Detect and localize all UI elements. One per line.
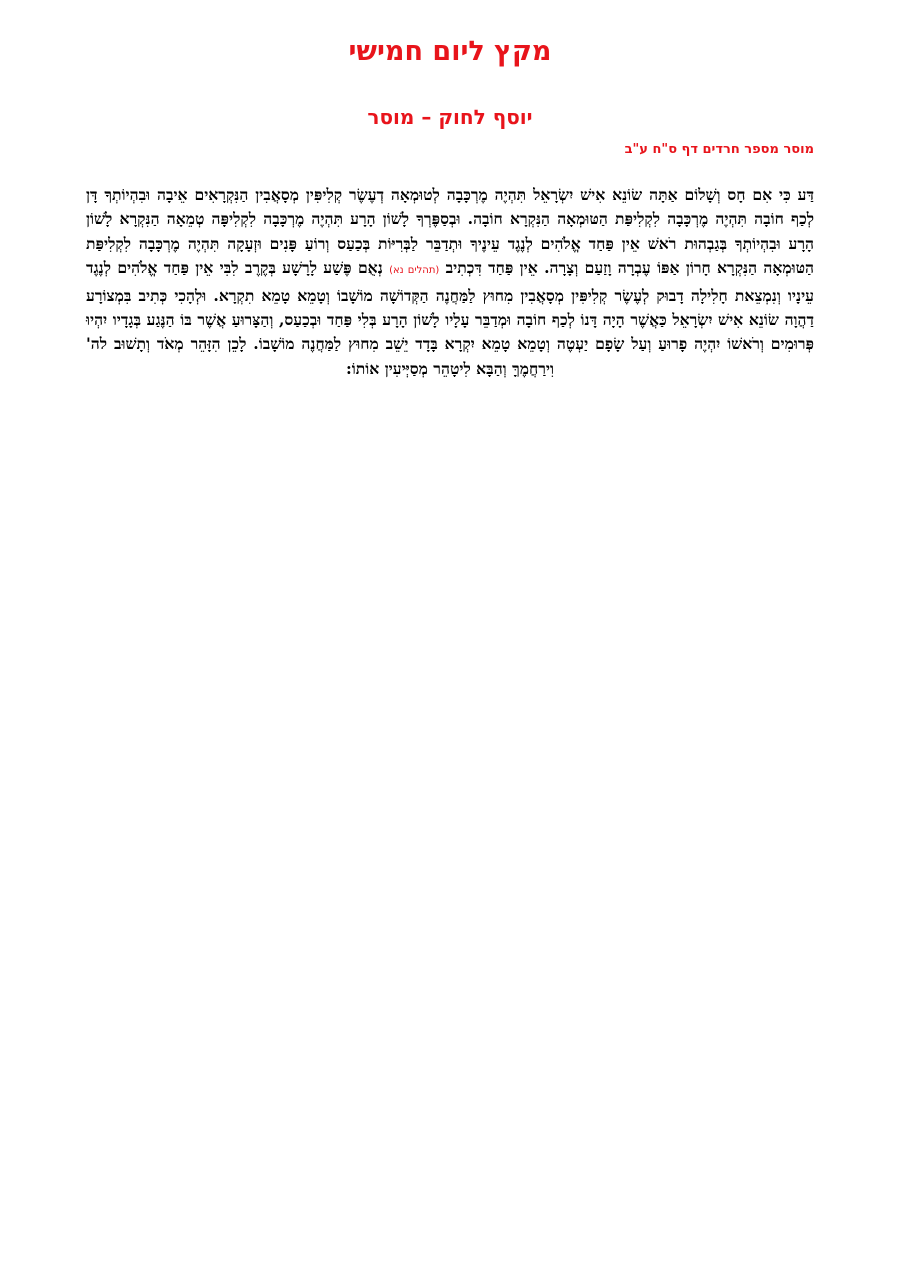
page-subtitle: יוסף לחוק – מוסר xyxy=(367,105,533,129)
paragraph-text-part-1: דַּע כִּי אִם חָס וְשָׁלוֹם אַתָּה שׂוֹנֵא אִישׁ יִשְׂרָאֵל תִּהְיֶה מֶרְכָּבָה לְטוּמְאָה דְעֶשֶׂר קְלִיפִּין מְסָאֲבִין הַנִּקְרָאִים אֵיבָה וּבִהְיוֹתְךָ דָּן לְכַף חוֹבָה תִּהְיֶה מֶרְכָּבָה לִקְלִיפַּת הַטּוּמְאָה הַנִּקְרָא חוֹבָה. וּבְסַפֶּרְךָ לָשׁוֹן הָרָע תִּהְיֶה מֶרְכָּבָה לִקְלִיפָּה טְמֵאָה הַנִּקְרָא לָשׁוֹן הָרָע וּבִהְיוֹתְךָ בְּגַבְהוּת רֹאשׁ אֵין פַּחַד אֱלֹהִים לְנֶגֶד עֵינֶיךָ וּתְדַבֵּר לַבְּרִיּוֹת בְּכַעַס וְרוֹעַ פָּנִים וּזְעָקָה תִּהְיֶה מֶרְכָּבָה לִקְלִיפַּת הַטּוּמְאָה הַנִּקְרָא חָרוֹן אַפּוֹ עֶבְרָה וָזַעַם וְצָרָה. אֵין פַּחַד דִּכְתִיב xyxy=(86,185,814,278)
source-reference: מוסר מספר חרדים דף ס"ח ע"ב xyxy=(624,142,814,157)
paragraph-text-part-2: נְאֻם פֶּשַׁע לָרָשָׁע בְּקֶרֶב לִבִּי אֵין פַּחַד אֱלֹהִים לְנֶגֶד עֵינָיו וְנִמְצֵאת חָלִילָה דָבוּק לְעֶשֶׂר קְלִיפִּין מְסָאֲבִין מִחוּץ לַמַּחֲנֶה הַקְּדוֹשָׁה מוֹשָׁבוֹ וְטָמֵא טָמֵא תִקְרָא. וּלְהָכִי כְּתִיב בִּמְצוֹרָע דַהֲוָה שׂוֹנֵא אִישׁ יִשְׂרָאֵל כַּאֲשֶׁר הָיָה דָּנוֹ לְכַף חוֹבָה וּמְדַבֵּר עָלָיו לָשׁוֹן הָרָע בְּלִי פַּחַד וּבְכַעַס, וְהַצָּרוּעַ אֲשֶׁר בּוֹ הַנֶּגַע בְּגָדָיו יִהְיוּ פְּרוּמִים וְרֹאשׁוֹ יִהְיֶה פָרוּעַ וְעַל שָׂפָם יַעְטֶה וְטָמֵא טָמֵא יִקְרָא בָּדָד יֵשֵׁב מִחוּץ לַמַּחֲנֶה מוֹשָׁבוֹ. לָכֵן הִזָּהֵר מְאֹד וְתָשׁוּב לה' וִירַחֲמֶךָּ וְהַבָּא לִיטָהֵר מְסַיְּיעִין אוֹתוֹ: xyxy=(86,258,814,378)
body-paragraph xyxy=(86,183,814,381)
page-title: מקץ ליום חמישי xyxy=(348,36,552,67)
citation-reference: (תהלים נא) xyxy=(389,265,440,277)
